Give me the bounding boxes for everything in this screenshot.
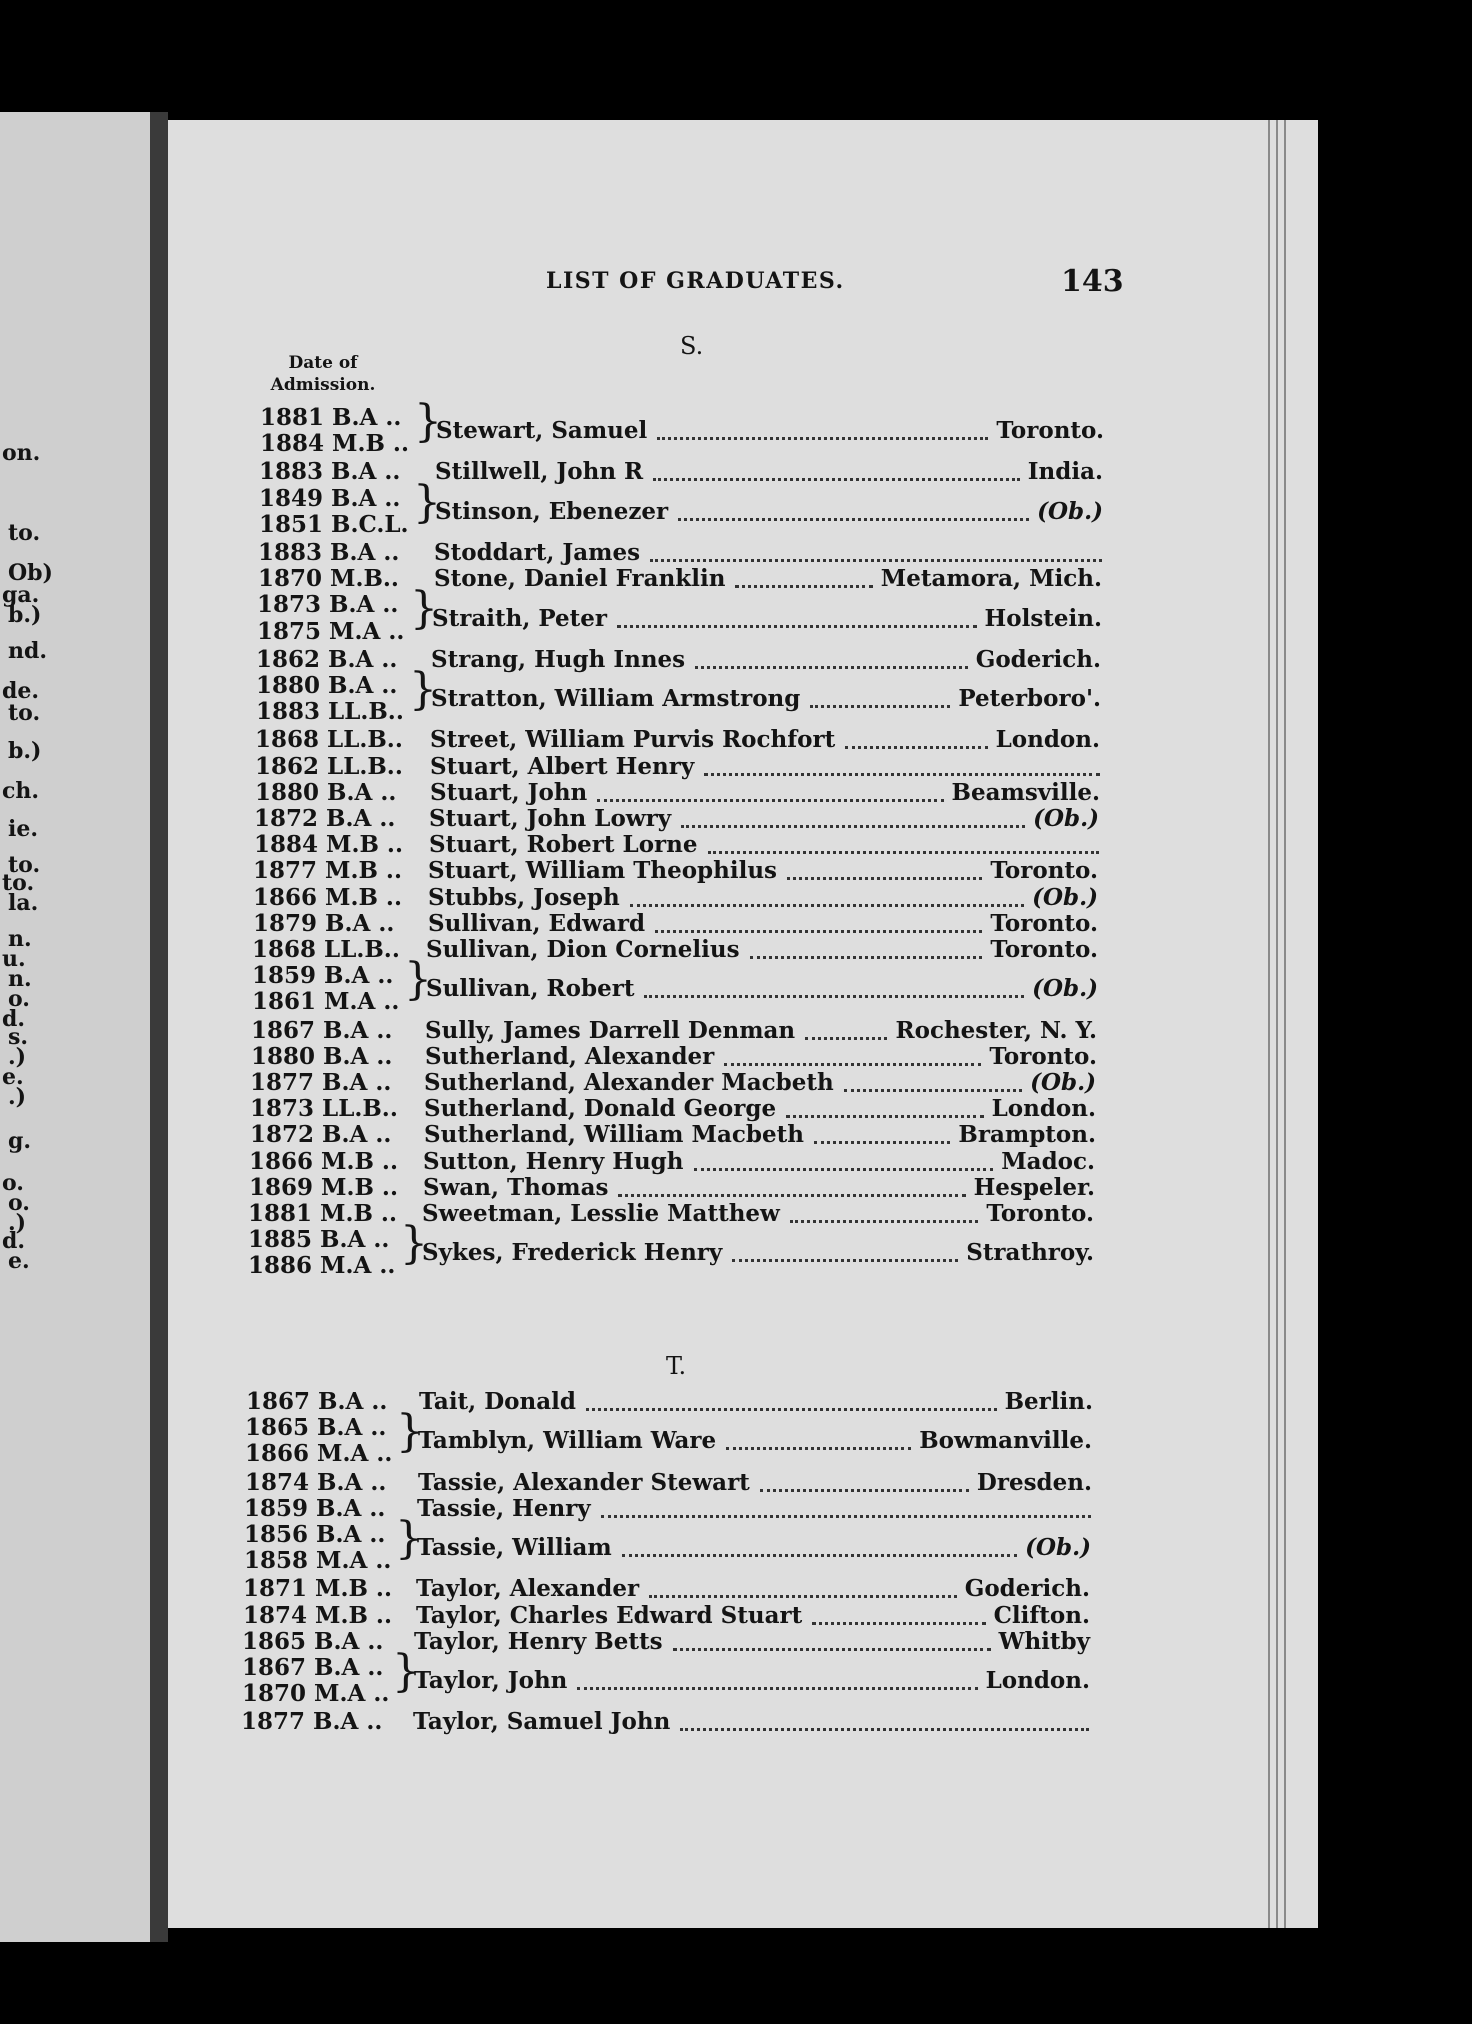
leader-dots bbox=[655, 930, 982, 933]
residence: (Ob.) bbox=[1037, 497, 1103, 525]
admission-degree: 1875 M.A .. bbox=[257, 617, 405, 645]
admission-degree: 1868 LL.B.. bbox=[252, 936, 400, 963]
left-page-fragment: o. bbox=[8, 1190, 30, 1216]
admission-degree: 1868 LL.B.. bbox=[255, 726, 403, 754]
brace-icon: } bbox=[414, 396, 442, 447]
graduate-name: Strang, Hugh Innes bbox=[431, 645, 686, 673]
residence: Toronto. bbox=[990, 909, 1098, 937]
brace-icon: } bbox=[404, 954, 432, 1006]
graduate-name: Taylor, Charles Edward Stuart bbox=[416, 1601, 803, 1629]
admission-degree: 1856 B.A .. bbox=[244, 1521, 386, 1548]
admission-degree: 1862 B.A .. bbox=[256, 645, 398, 673]
page-number: 143 bbox=[1061, 264, 1124, 299]
residence: London. bbox=[991, 1095, 1096, 1123]
residence: (Ob.) bbox=[1032, 975, 1098, 1003]
graduate-name: Sutherland, Alexander bbox=[425, 1042, 715, 1070]
graduate-name: Stewart, Samuel bbox=[436, 417, 648, 445]
left-page-fragment: o. bbox=[8, 986, 30, 1012]
graduate-name: Sutherland, William Macbeth bbox=[424, 1121, 804, 1149]
graduate-name: Sutherland, Donald George bbox=[424, 1095, 777, 1123]
graduate-name: Stuart, Robert Lorne bbox=[429, 831, 698, 859]
leader-dots bbox=[644, 995, 1024, 998]
left-page-fragment: u. bbox=[2, 946, 26, 972]
brace-icon: } bbox=[396, 1406, 424, 1458]
residence: Berlin. bbox=[1004, 1388, 1093, 1415]
graduate-name: Stinson, Ebenezer bbox=[435, 497, 669, 525]
admission-degree: 1885 B.A .. bbox=[248, 1226, 390, 1254]
leader-dots bbox=[657, 437, 988, 440]
graduate-name: Sykes, Frederick Henry bbox=[422, 1239, 723, 1267]
leader-dots bbox=[750, 956, 982, 959]
leader-dots bbox=[630, 904, 1024, 907]
residence: India. bbox=[1027, 458, 1103, 486]
residence: Hespeler. bbox=[973, 1173, 1095, 1201]
graduate-name: Tassie, William bbox=[417, 1534, 612, 1562]
left-page-fragment: to. bbox=[2, 870, 35, 896]
graduate-name: Street, William Purvis Rochfort bbox=[430, 726, 836, 754]
left-page-fragment: ga. bbox=[2, 582, 40, 608]
left-page-fragment: Ob) bbox=[8, 560, 53, 586]
graduate-name: Stuart, William Theophilus bbox=[428, 857, 777, 885]
leader-dots bbox=[708, 851, 1099, 854]
left-page-edge bbox=[0, 112, 150, 1942]
residence: Peterboro'. bbox=[958, 685, 1101, 713]
residence: Toronto. bbox=[986, 1200, 1094, 1227]
left-page-fragment: .) bbox=[8, 1044, 27, 1070]
left-page-fragment: d. bbox=[2, 1006, 26, 1032]
admission-degree: 1883 B.A .. bbox=[258, 539, 400, 566]
admission-degree: 1867 B.A .. bbox=[242, 1654, 384, 1681]
graduate-name: Tassie, Alexander Stewart bbox=[418, 1468, 750, 1496]
left-page-fragment: e. bbox=[2, 1064, 24, 1090]
leader-dots bbox=[622, 1554, 1017, 1557]
left-page-fragment: g. bbox=[8, 1128, 32, 1154]
admission-degree: 1883 B.A .. bbox=[259, 458, 401, 486]
admission-degree: 1859 B.A .. bbox=[244, 1494, 386, 1522]
left-page-fragment: d. bbox=[2, 1228, 26, 1254]
leader-dots bbox=[790, 1220, 978, 1223]
admission-degree: 1866 M.A .. bbox=[245, 1440, 393, 1468]
graduate-name: Sully, James Darrell Denman bbox=[425, 1016, 796, 1044]
left-page-fragment: la. bbox=[8, 890, 39, 916]
admission-degree: 1859 B.A .. bbox=[252, 962, 394, 990]
admission-degree: 1884 M.B .. bbox=[254, 831, 403, 859]
left-page-fragment: b.) bbox=[8, 602, 42, 628]
residence: Strathroy. bbox=[966, 1239, 1094, 1267]
leader-dots bbox=[597, 799, 944, 802]
left-page-fragment: nd. bbox=[8, 638, 48, 664]
leader-dots bbox=[680, 1728, 1089, 1731]
admission-degree: 1865 B.A .. bbox=[242, 1627, 384, 1655]
leader-dots bbox=[844, 1089, 1022, 1092]
page-edge-rule bbox=[1276, 120, 1278, 1928]
left-page-fragment: .) bbox=[8, 1210, 27, 1236]
graduate-name: Stuart, Albert Henry bbox=[430, 752, 695, 780]
book-gutter bbox=[150, 112, 168, 1942]
residence: Rochester, N. Y. bbox=[895, 1016, 1097, 1044]
left-page-fragment: o. bbox=[2, 1170, 24, 1196]
admission-degree: 1873 B.A .. bbox=[257, 591, 399, 619]
admission-degree: 1886 M.A .. bbox=[248, 1252, 396, 1280]
graduate-name: Stratton, William Armstrong bbox=[431, 685, 801, 713]
graduate-name: Sweetman, Lesslie Matthew bbox=[422, 1200, 780, 1227]
admission-degree: 1877 M.B .. bbox=[253, 857, 402, 885]
admission-degree: 1862 LL.B.. bbox=[255, 752, 403, 780]
graduate-name: Taylor, Henry Betts bbox=[414, 1627, 663, 1655]
left-page-fragment: .) bbox=[8, 1084, 27, 1110]
leader-dots bbox=[681, 825, 1025, 828]
residence: Brampton. bbox=[958, 1121, 1096, 1149]
graduate-name: Tamblyn, William Ware bbox=[418, 1427, 717, 1455]
residence: Toronto. bbox=[989, 1042, 1097, 1070]
graduate-name: Sullivan, Edward bbox=[428, 909, 646, 937]
residence: London. bbox=[995, 726, 1100, 754]
admission-degree: 1883 LL.B.. bbox=[256, 698, 404, 726]
admission-degree: 1849 B.A .. bbox=[259, 484, 401, 512]
leader-dots bbox=[732, 1259, 958, 1262]
leader-dots bbox=[694, 1168, 993, 1171]
graduate-name: Swan, Thomas bbox=[423, 1173, 609, 1201]
leader-dots bbox=[845, 746, 988, 749]
running-title: LIST OF GRADUATES. bbox=[546, 268, 845, 294]
leader-dots bbox=[787, 877, 982, 880]
leader-dots bbox=[577, 1687, 978, 1690]
page-edge-rule bbox=[1268, 120, 1270, 1928]
leader-dots bbox=[653, 478, 1020, 481]
brace-icon: } bbox=[410, 583, 438, 635]
leader-dots bbox=[812, 1622, 986, 1625]
left-page-fragment: de. bbox=[2, 678, 40, 704]
graduate-name: Taylor, Samuel John bbox=[413, 1708, 671, 1736]
residence: Holstein. bbox=[984, 604, 1102, 632]
graduate-name: Taylor, Alexander bbox=[416, 1575, 640, 1603]
residence: Dresden. bbox=[976, 1468, 1092, 1496]
left-page-fragment: to. bbox=[8, 520, 41, 546]
admission-degree: 1874 B.A .. bbox=[245, 1468, 387, 1496]
brace-icon: } bbox=[395, 1513, 423, 1564]
residence: Toronto. bbox=[996, 417, 1104, 445]
residence: Bowmanville. bbox=[919, 1427, 1092, 1455]
leader-dots bbox=[650, 559, 1102, 562]
admission-degree: 1881 M.B .. bbox=[248, 1200, 397, 1227]
residence: Whitby bbox=[998, 1627, 1090, 1655]
admission-degree: 1879 B.A .. bbox=[253, 909, 395, 937]
admission-degree: 1877 B.A .. bbox=[250, 1069, 392, 1096]
leader-dots bbox=[601, 1515, 1091, 1518]
residence: London. bbox=[985, 1667, 1090, 1695]
brace-icon: } bbox=[409, 664, 437, 715]
graduate-name: Stuart, John bbox=[430, 778, 588, 806]
admission-degree: 1866 M.B .. bbox=[253, 883, 402, 911]
page bbox=[168, 120, 1318, 1928]
admission-degree: 1851 B.C.L. bbox=[259, 510, 409, 538]
admission-degree: 1872 B.A .. bbox=[254, 805, 396, 832]
page-edge-rule bbox=[1284, 120, 1286, 1928]
admission-degree: 1870 M.B.. bbox=[258, 565, 399, 593]
admission-degree: 1880 B.A .. bbox=[255, 778, 397, 806]
leader-dots bbox=[617, 625, 977, 628]
admission-degree: 1867 B.A .. bbox=[251, 1016, 393, 1044]
leader-dots bbox=[814, 1141, 950, 1144]
admission-degree: 1865 B.A .. bbox=[245, 1414, 387, 1442]
graduate-name: Tassie, Henry bbox=[417, 1494, 591, 1522]
left-page-fragment: b.) bbox=[8, 738, 42, 764]
left-page-fragment: on. bbox=[2, 440, 41, 466]
residence: Toronto. bbox=[990, 857, 1098, 885]
leader-dots bbox=[704, 773, 1100, 776]
leader-dots bbox=[724, 1063, 981, 1066]
leader-dots bbox=[618, 1194, 966, 1197]
admission-degree: 1873 LL.B.. bbox=[250, 1095, 398, 1123]
graduate-name: Stone, Daniel Franklin bbox=[434, 565, 726, 593]
admission-degree: 1866 M.B .. bbox=[249, 1147, 398, 1175]
column-header-line: Date of bbox=[288, 353, 358, 373]
graduate-name: Taylor, John bbox=[414, 1667, 568, 1695]
left-page-fragment: to. bbox=[8, 700, 41, 726]
graduate-name: Sullivan, Robert bbox=[426, 975, 635, 1003]
section-letter: S. bbox=[680, 332, 704, 360]
leader-dots bbox=[726, 1447, 911, 1450]
residence: Clifton. bbox=[993, 1601, 1090, 1629]
admission-degree: 1872 B.A .. bbox=[250, 1121, 392, 1149]
graduate-name: Tait, Donald bbox=[419, 1388, 576, 1415]
residence: Madoc. bbox=[1001, 1147, 1095, 1175]
leader-dots bbox=[805, 1037, 887, 1040]
admission-degree: 1884 M.B .. bbox=[260, 430, 409, 458]
leader-dots bbox=[678, 518, 1029, 521]
leader-dots bbox=[586, 1408, 997, 1411]
brace-icon: } bbox=[392, 1646, 420, 1697]
brace-icon: } bbox=[413, 476, 441, 528]
leader-dots bbox=[810, 705, 950, 708]
leader-dots bbox=[786, 1115, 984, 1118]
leader-dots bbox=[695, 666, 968, 669]
admission-degree: 1880 B.A .. bbox=[256, 672, 398, 699]
residence: Metamora, Mich. bbox=[880, 565, 1102, 593]
graduate-name: Stoddart, James bbox=[434, 539, 641, 566]
residence: (Ob.) bbox=[1033, 805, 1099, 832]
graduate-name: Stubbs, Joseph bbox=[428, 883, 620, 911]
left-page-fragment: to. bbox=[8, 852, 41, 878]
left-page-fragment: e. bbox=[8, 1248, 30, 1274]
left-page-fragment: ie. bbox=[8, 816, 39, 842]
graduate-name: Stillwell, John R bbox=[435, 458, 644, 486]
graduate-name: Sutherland, Alexander Macbeth bbox=[424, 1069, 834, 1096]
admission-degree: 1858 M.A .. bbox=[244, 1547, 392, 1575]
graduate-name: Sullivan, Dion Cornelius bbox=[426, 936, 740, 963]
admission-degree: 1881 B.A .. bbox=[260, 404, 402, 431]
column-header-line: Admission. bbox=[270, 375, 376, 395]
graduate-name: Straith, Peter bbox=[432, 604, 608, 632]
leader-dots bbox=[649, 1595, 957, 1598]
leader-dots bbox=[735, 585, 873, 588]
column-header bbox=[258, 352, 388, 396]
residence: Goderich. bbox=[964, 1575, 1090, 1603]
leader-dots bbox=[760, 1489, 969, 1492]
residence: Toronto. bbox=[990, 936, 1098, 963]
admission-degree: 1869 M.B .. bbox=[249, 1173, 398, 1201]
admission-degree: 1871 M.B .. bbox=[243, 1575, 392, 1603]
residence: Goderich. bbox=[975, 645, 1101, 673]
graduate-name: Stuart, John Lowry bbox=[429, 805, 672, 832]
graduate-name: Sutton, Henry Hugh bbox=[423, 1147, 684, 1175]
admission-degree: 1880 B.A .. bbox=[251, 1042, 393, 1070]
residence: (Ob.) bbox=[1032, 883, 1098, 911]
left-page-fragment: n. bbox=[8, 966, 32, 992]
brace-icon: } bbox=[400, 1218, 428, 1270]
admission-degree: 1867 B.A .. bbox=[246, 1388, 388, 1415]
left-page-fragment: ch. bbox=[2, 778, 40, 804]
residence: (Ob.) bbox=[1025, 1534, 1091, 1562]
admission-degree: 1877 B.A .. bbox=[241, 1708, 383, 1736]
residence: Beamsville. bbox=[951, 778, 1100, 806]
left-page-fragment: n. bbox=[8, 926, 32, 952]
section-letter: T. bbox=[666, 1352, 687, 1380]
residence: (Ob.) bbox=[1030, 1069, 1096, 1096]
left-page-fragment: s. bbox=[8, 1024, 29, 1050]
admission-degree: 1874 M.B .. bbox=[243, 1601, 392, 1629]
admission-degree: 1870 M.A .. bbox=[242, 1680, 390, 1708]
leader-dots bbox=[673, 1648, 991, 1651]
admission-degree: 1861 M.A .. bbox=[252, 988, 400, 1016]
